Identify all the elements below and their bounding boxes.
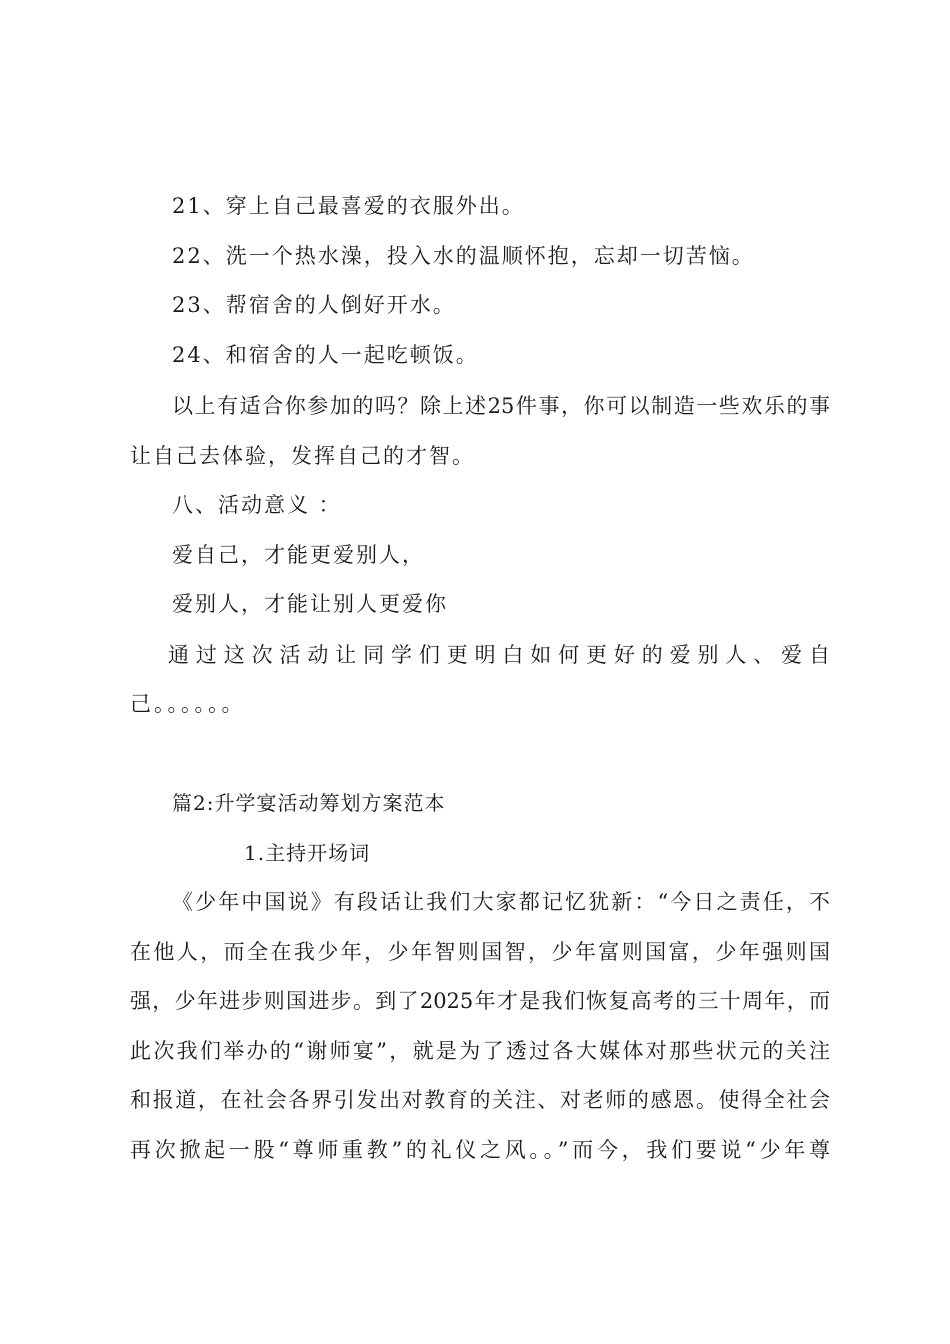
section-8-line-1: 爱自己，才能更爱别人， [172, 543, 425, 567]
part-2-paragraph-line-4: 此次我们举办的“谢师宴”，就是为了透过各大媒体对那些状元的关注 [130, 1039, 830, 1063]
section-8-paragraph-line-2: 己。。。。。。 [130, 692, 246, 716]
part-2-paragraph-line-3: 强，少年进步则国进步。到了2025年才是我们恢复高考的三十周年，而 [130, 989, 830, 1013]
summary-line-1: 以上有适合你参加的吗？除上述25件事，你可以制造一些欢乐的事 [172, 394, 830, 418]
part-2-paragraph-line-2: 在他人，而全在我少年，少年智则国智，少年富则国富，少年强则国 [130, 940, 830, 964]
section-8-line-2: 爱别人，才能让别人更爱你 [172, 592, 448, 616]
part-2-paragraph-line-6: 再次掀起一股“尊师重教”的礼仪之风。。”而今，我们要说“少年尊 [130, 1138, 830, 1162]
section-8-paragraph-line-1: 通过这次活动让同学们更明白如何更好的爱别人、爱自 [168, 643, 830, 667]
list-item-24: 24、和宿舍的人一起吃顿饭。 [172, 343, 479, 367]
part-2-paragraph-line-1: 《少年中国说》有段话让我们大家都记忆犹新：“今日之责任，不 [172, 890, 830, 914]
summary-line-2: 让自己去体验，发挥自己的才智。 [130, 444, 475, 468]
part-2-paragraph-line-5: 和报道，在社会各界引发出对教育的关注、对老师的感恩。使得全社会 [130, 1088, 830, 1112]
section-8-heading: 八、活动意义 ： [172, 493, 342, 517]
part-2-title: 篇2:升学宴活动筹划方案范本 [172, 791, 446, 815]
list-item-23: 23、帮宿舍的人倒好开水。 [172, 293, 456, 317]
list-item-21: 21、穿上自己最喜爱的衣服外出。 [172, 194, 525, 218]
list-item-22: 22、洗一个热水澡，投入水的温顺怀抱，忘却一切苦恼。 [172, 244, 755, 268]
part-2-subheading: 1.主持开场词 [244, 841, 371, 865]
